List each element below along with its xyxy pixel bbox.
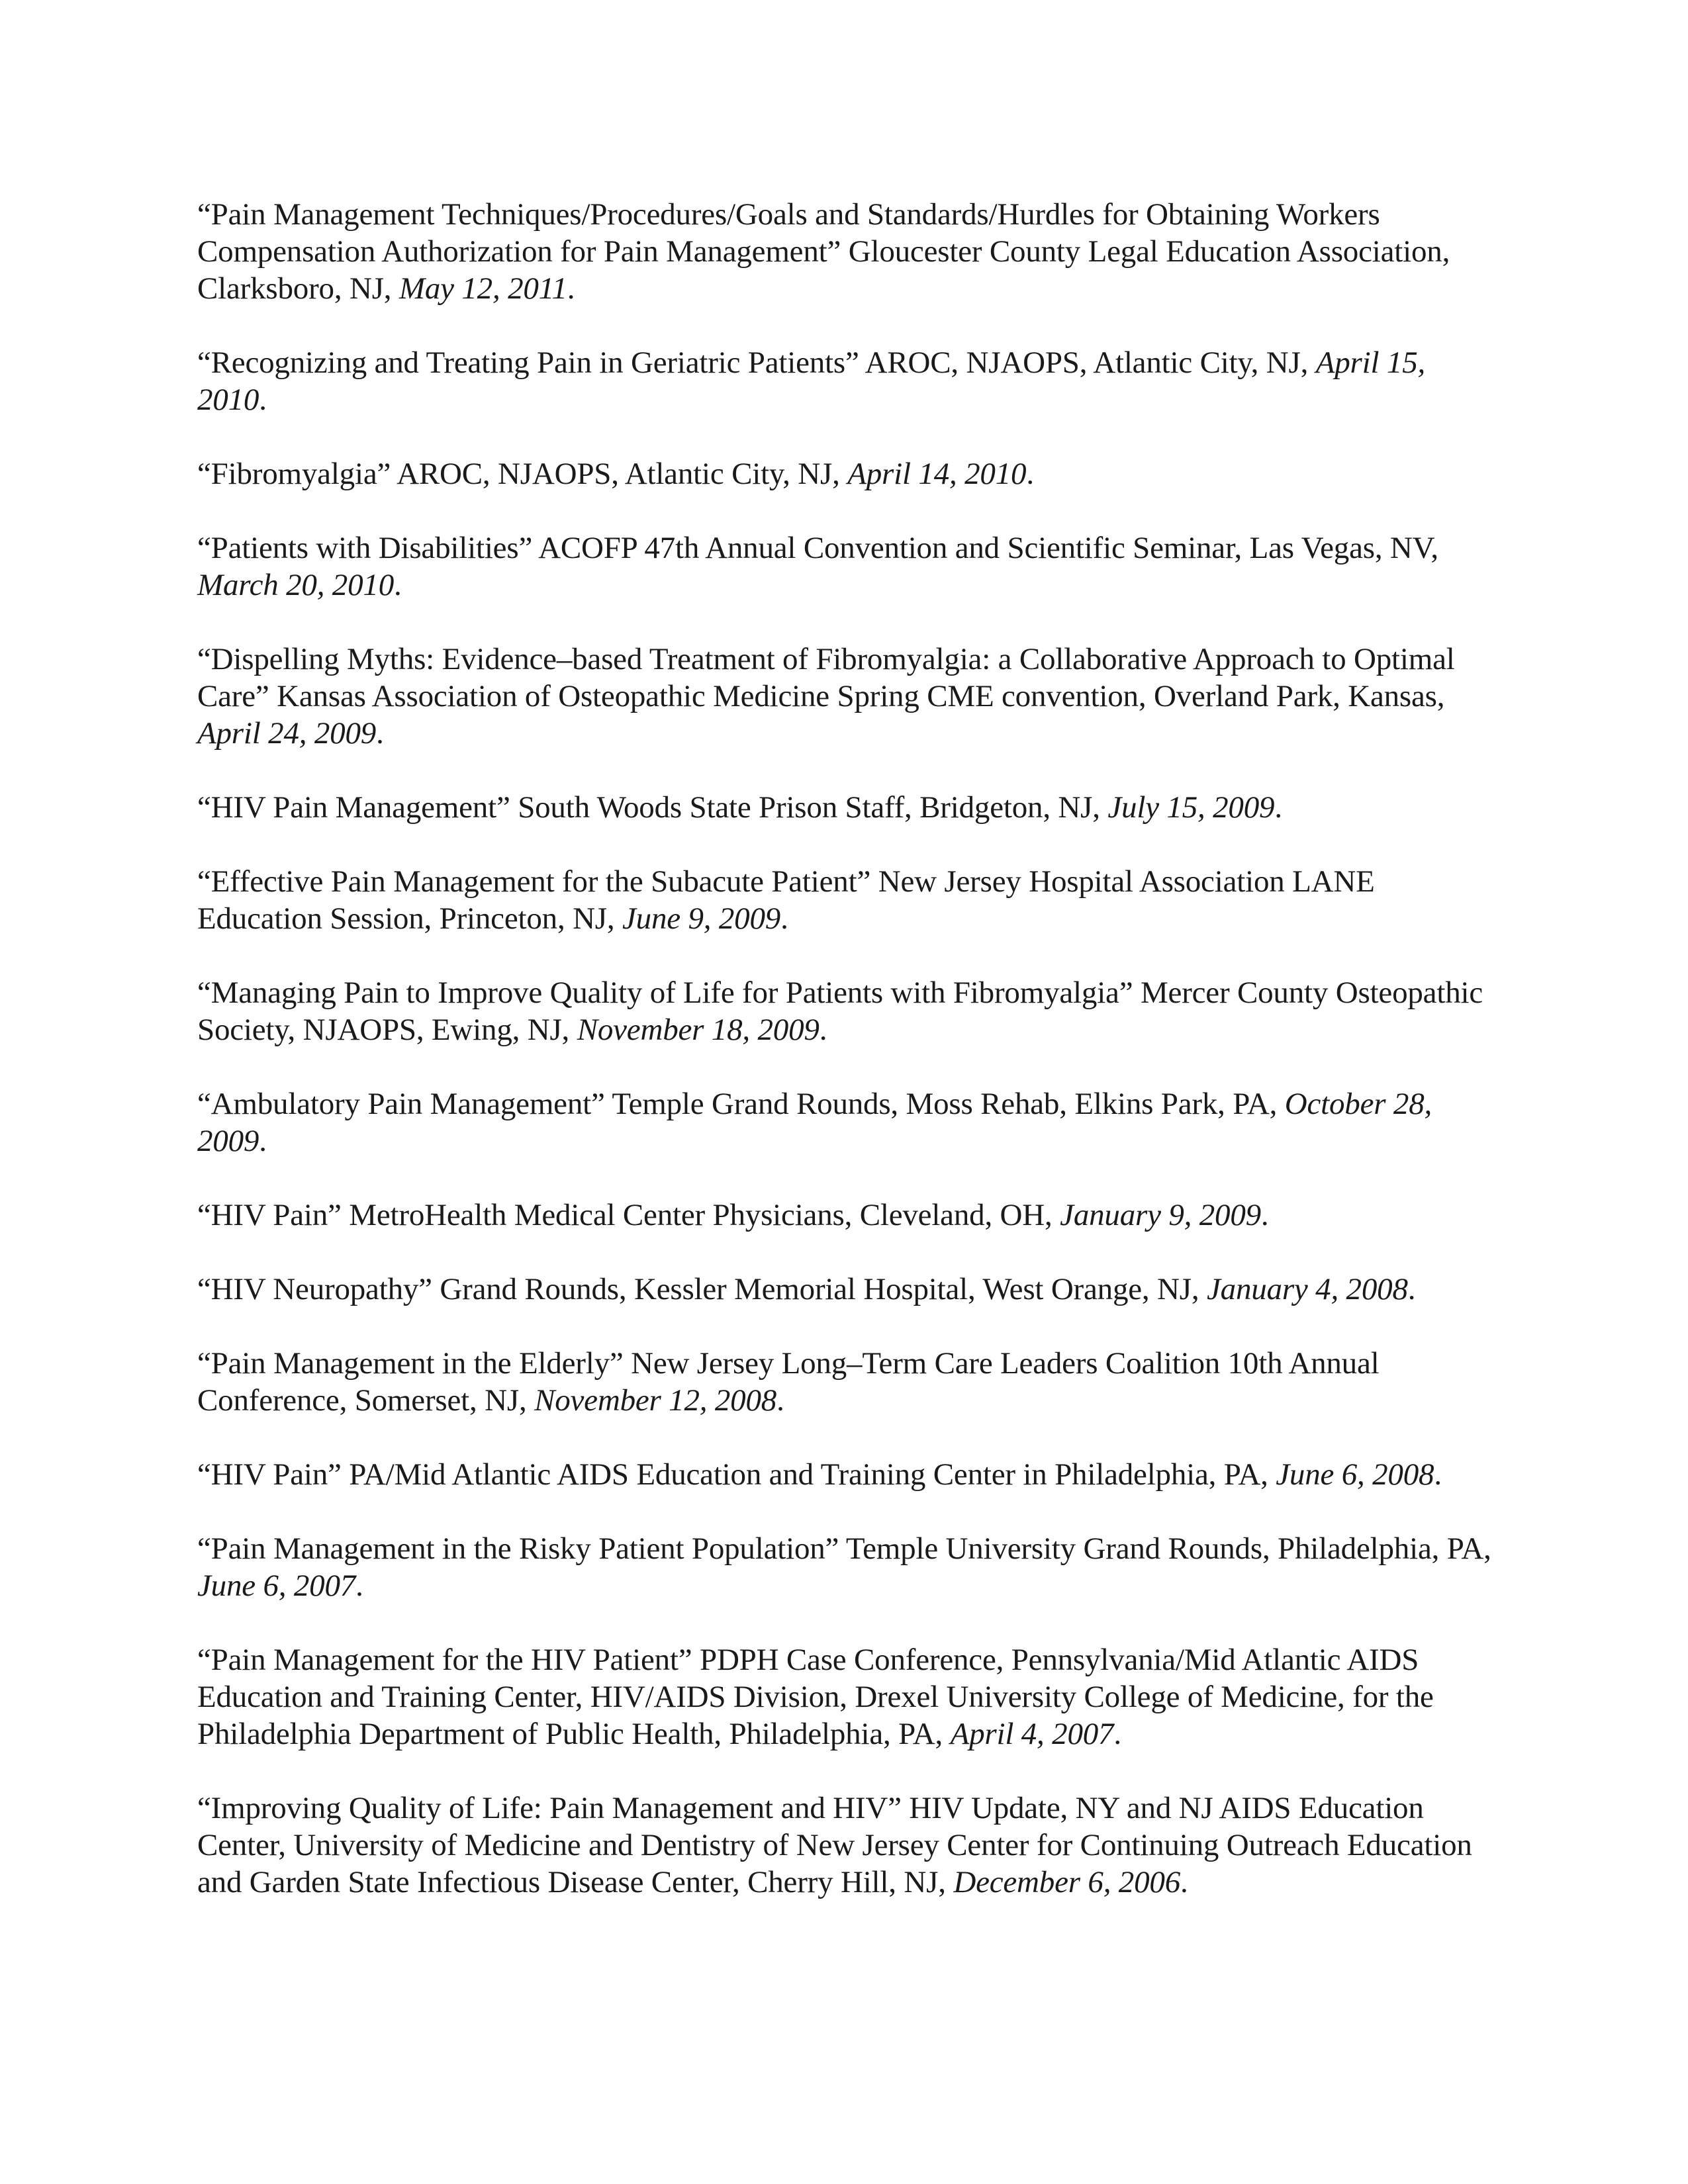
entry-title: “Pain Management for the HIV Patient”: [197, 1643, 692, 1677]
entry-title: “Effective Pain Management for the Subacute Patient”: [197, 864, 871, 899]
entry-venue: Gloucester County Legal Education Association, Clarksboro, NJ,: [197, 234, 1450, 306]
presentation-entry: “Dispelling Myths: Evidence–based Treatment of Fibromyalgia: a Collaborative Approach to Optimal Care” Kansas Association of Osteopathic Medicine Spring CME convention, Overland Park, Kansas, April 24, 2009.: [197, 642, 1455, 751]
entry-date: July 15, 2009: [1107, 790, 1275, 825]
entry-title: “Pain Management in the Elderly”: [197, 1346, 624, 1381]
entry-title: “Pain Management in the Risky Patient Population”: [197, 1531, 839, 1566]
presentation-entry: “HIV Pain Management” South Woods State Prison Staff, Bridgeton, NJ, July 15, 2009.: [197, 790, 1282, 825]
entry-title: “HIV Pain Management”: [197, 790, 510, 825]
presentation-entry: “Managing Pain to Improve Quality of Life for Patients with Fibromyalgia” Mercer County Osteopathic Society, NJAOPS, Ewing, NJ, November 18, 2009.: [197, 976, 1483, 1047]
entry-title: “Pain Management Techniques/Procedures/Goals and Standards/Hurdles for Obtaining Workers Compensation Authorization for Pain Management”: [197, 197, 1380, 269]
entry-date: June 6, 2008: [1276, 1457, 1434, 1492]
presentation-list: [197, 196, 1495, 1938]
entry-venue: Mercer County Osteopathic Society, NJAOPS, Ewing, NJ,: [197, 976, 1483, 1047]
entry-title: “Fibromyalgia”: [197, 457, 391, 491]
presentation-entry: “Improving Quality of Life: Pain Management and HIV” HIV Update, NY and NJ AIDS Education Center, University of Medicine and Dentistry of New Jersey Center for Continuing Outreach Education and Garden State Infectious Disease Center, Cherry Hill, NJ, December 6, 2006.: [197, 1791, 1472, 1899]
entry-title: “Patients with Disabilities”: [197, 531, 533, 565]
entry-venue: New Jersey Hospital Association LANE Education Session, Princeton, NJ,: [197, 864, 1375, 936]
presentation-entry: “Effective Pain Management for the Subacute Patient” New Jersey Hospital Association LANE Education Session, Princeton, NJ, June 9, 2009.: [197, 864, 1375, 936]
entry-venue: Grand Rounds, Kessler Memorial Hospital, West Orange, NJ,: [440, 1272, 1199, 1306]
presentation-entry: “Patients with Disabilities” ACOFP 47th Annual Convention and Scientific Seminar, Las Vegas, NV, March 20, 2010.: [197, 531, 1438, 602]
entry-date: December 6, 2006: [953, 1865, 1180, 1899]
presentation-entry: “Fibromyalgia” AROC, NJAOPS, Atlantic City, NJ, April 14, 2010.: [197, 457, 1034, 491]
entry-date: May 12, 2011: [399, 271, 567, 306]
entry-date: March 20, 2010: [197, 568, 395, 602]
entry-date: April 15, 2010: [197, 345, 1426, 417]
entry-title: “Recognizing and Treating Pain in Geriatric Patients”: [197, 345, 859, 380]
entry-venue: South Woods State Prison Staff, Bridgeton, NJ,: [518, 790, 1100, 825]
entry-venue: MetroHealth Medical Center Physicians, Cleveland, OH,: [349, 1198, 1053, 1232]
presentation-entry: “Pain Management in the Risky Patient Population” Temple University Grand Rounds, Philadelphia, PA, June 6, 2007.: [197, 1531, 1491, 1603]
entry-venue: ACOFP 47th Annual Convention and Scientific Seminar, Las Vegas, NV,: [538, 531, 1438, 565]
entry-venue: PA/Mid Atlantic AIDS Education and Training Center in Philadelphia, PA,: [349, 1457, 1268, 1492]
entry-date: June 6, 2007: [197, 1569, 356, 1603]
entry-title: “HIV Pain”: [197, 1198, 342, 1232]
entry-venue: AROC, NJAOPS, Atlantic City, NJ,: [865, 345, 1309, 380]
presentation-entry: “Pain Management for the HIV Patient” PDPH Case Conference, Pennsylvania/Mid Atlantic AIDS Education and Training Center, HIV/AIDS Division, Drexel University College of Medicine, for the Philadelphia Department of Public Health, Philadelphia, PA, April 4, 2007.: [197, 1643, 1434, 1751]
entry-date: April 14, 2010: [847, 457, 1027, 491]
entry-venue: Kansas Association of Osteopathic Medicine Spring CME convention, Overland Park, Kansas,: [277, 679, 1445, 713]
presentation-entry: “Recognizing and Treating Pain in Geriatric Patients” AROC, NJAOPS, Atlantic City, NJ, April 15, 2010.: [197, 345, 1426, 417]
entry-title: “HIV Pain”: [197, 1457, 342, 1492]
entry-venue: PDPH Case Conference, Pennsylvania/Mid Atlantic AIDS Education and Training Center, HIV/AIDS Division, Drexel University College of Medicine, for the Philadelphia Department of Public Health, Philadelphia, PA,: [197, 1643, 1434, 1751]
presentation-entry: “HIV Neuropathy” Grand Rounds, Kessler Memorial Hospital, West Orange, NJ, January 4, 2008.: [197, 1272, 1416, 1306]
entry-title: “Ambulatory Pain Management”: [197, 1087, 605, 1121]
presentation-entry: “Ambulatory Pain Management” Temple Grand Rounds, Moss Rehab, Elkins Park, PA, October 28, 2009.: [197, 1087, 1432, 1158]
entry-title: “HIV Neuropathy”: [197, 1272, 432, 1306]
presentation-entry: “HIV Pain” PA/Mid Atlantic AIDS Education and Training Center in Philadelphia, PA, June 6, 2008.: [197, 1457, 1442, 1492]
entry-venue: AROC, NJAOPS, Atlantic City, NJ,: [397, 457, 840, 491]
entry-date: April 24, 2009: [197, 716, 377, 751]
presentation-entry: “Pain Management Techniques/Procedures/Goals and Standards/Hurdles for Obtaining Workers Compensation Authorization for Pain Management” Gloucester County Legal Education Association, Clarksboro, NJ, May 12, 2011.: [197, 197, 1450, 306]
entry-date: January 9, 2009: [1060, 1198, 1261, 1232]
entry-venue: HIV Update, NY and NJ AIDS Education Center, University of Medicine and Dentistry of New Jersey Center for Continuing Outreach Education and Garden State Infectious Disease Center, Cherry Hill, NJ,: [197, 1791, 1472, 1899]
entry-venue: Temple University Grand Rounds, Philadelphia, PA,: [845, 1531, 1491, 1566]
entry-date: October 28, 2009: [197, 1087, 1432, 1158]
entry-date: April 4, 2007: [950, 1717, 1114, 1751]
entry-date: January 4, 2008: [1206, 1272, 1408, 1306]
entry-date: June 9, 2009: [622, 901, 781, 936]
entry-title: “Dispelling Myths: Evidence–based Treatment of Fibromyalgia: a Collaborative Approach to Optimal Care”: [197, 642, 1455, 713]
entry-venue: Temple Grand Rounds, Moss Rehab, Elkins Park, PA,: [612, 1087, 1278, 1121]
entry-title: “Managing Pain to Improve Quality of Life for Patients with Fibromyalgia”: [197, 976, 1133, 1010]
entry-date: November 12, 2008: [534, 1383, 777, 1418]
entry-venue: New Jersey Long–Term Care Leaders Coalition 10th Annual Conference, Somerset, NJ,: [197, 1346, 1380, 1418]
presentation-entry: “HIV Pain” MetroHealth Medical Center Physicians, Cleveland, OH, January 9, 2009.: [197, 1198, 1269, 1232]
entry-date: November 18, 2009: [577, 1013, 820, 1047]
presentation-entry: “Pain Management in the Elderly” New Jersey Long–Term Care Leaders Coalition 10th Annual Conference, Somerset, NJ, November 12, 2008.: [197, 1346, 1380, 1418]
entry-title: “Improving Quality of Life: Pain Management and HIV”: [197, 1791, 902, 1825]
